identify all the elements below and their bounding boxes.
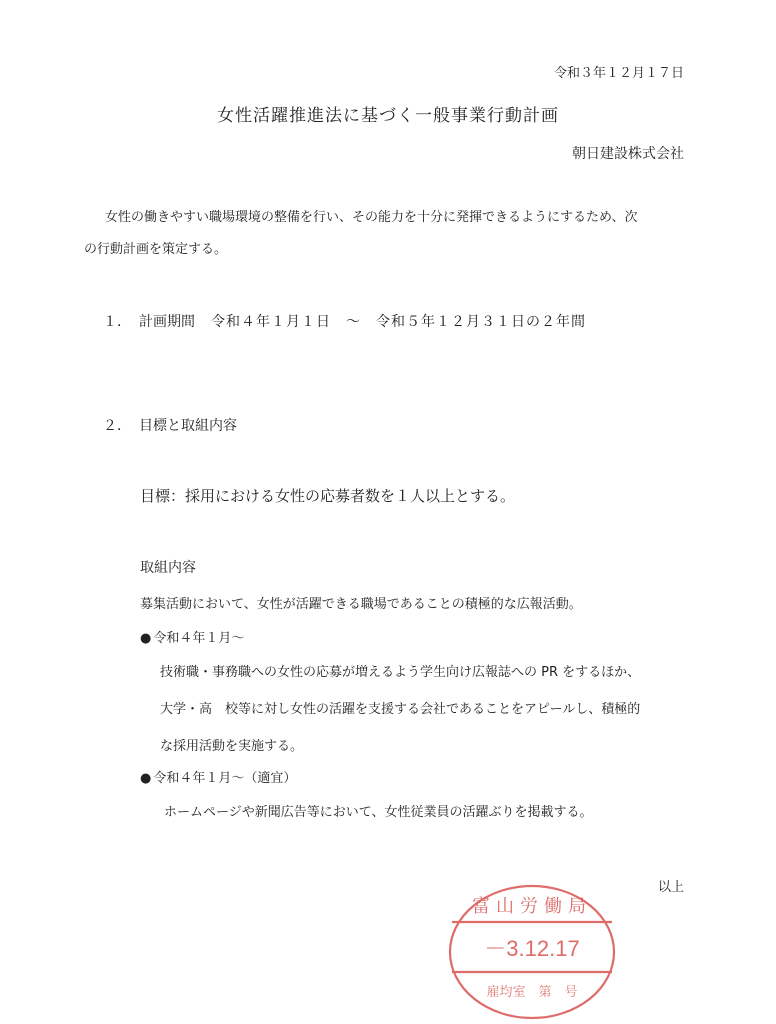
bullet-2-title-text: 令和４年１月～（適宜）: [153, 771, 297, 786]
bullet-1-line-2: 大学・高 校等に対し女性の活躍を支援する会社であることをアピールし、積極的: [160, 702, 641, 717]
company-name: 朝日建設株式会社: [572, 146, 684, 162]
activities-main: 募集活動において、女性が活躍できる職場であることの積極的な広報活動。: [140, 597, 582, 612]
section-2-label: 目標と取組内容: [139, 418, 237, 434]
stamp-top-text: 富山労働局: [472, 896, 592, 917]
document-date: 令和３年１２月１７日: [553, 66, 684, 81]
section-plan-period: [103, 311, 586, 331]
bullet-1-title: [140, 627, 244, 646]
stamp-bottom-text: 雇均室 第 号: [486, 985, 578, 1000]
section-1-number: １．: [103, 314, 131, 330]
document-title: 女性活躍推進法に基づく一般事業行動計画: [217, 106, 559, 126]
stamp-date-text: －3.12.17: [484, 936, 580, 961]
bullet-2-marker: ●: [140, 771, 152, 786]
bullet-1-line-1: 技術職・事務職への女性の応募が増えるよう学生向け広報誌への PR をするほか、: [160, 665, 641, 680]
activities-heading: 取組内容: [140, 560, 196, 576]
bullet-1-line-3: な採用活動を実施する。: [160, 739, 304, 754]
receipt-stamp: [440, 872, 620, 1024]
bullet-2-line-1: ホームページや新聞広告等において、女性従業員の活躍ぶりを掲載する。: [164, 805, 593, 820]
closing-mark: 以上: [657, 880, 684, 895]
section-2-number: ２．: [103, 418, 131, 434]
intro-line-1: 女性の働きやすい職場環境の整備を行い、その能力を十分に発揮できるようにするため、次: [105, 210, 638, 225]
bullet-1-marker: ●: [140, 631, 152, 646]
section-1-label: 計画期間: [139, 314, 195, 330]
plan-period-value: 令和４年１月１日 ～ 令和５年１２月３１日の２年間: [211, 314, 586, 330]
goal-statement: 目標：採用における女性の応募者数を１人以上とする。: [140, 487, 516, 505]
intro-line-2: の行動計画を策定する。: [84, 242, 228, 257]
section-goals: [103, 415, 237, 435]
bullet-2-title: [140, 767, 296, 786]
bullet-1-title-text: 令和４年１月～: [153, 631, 245, 646]
